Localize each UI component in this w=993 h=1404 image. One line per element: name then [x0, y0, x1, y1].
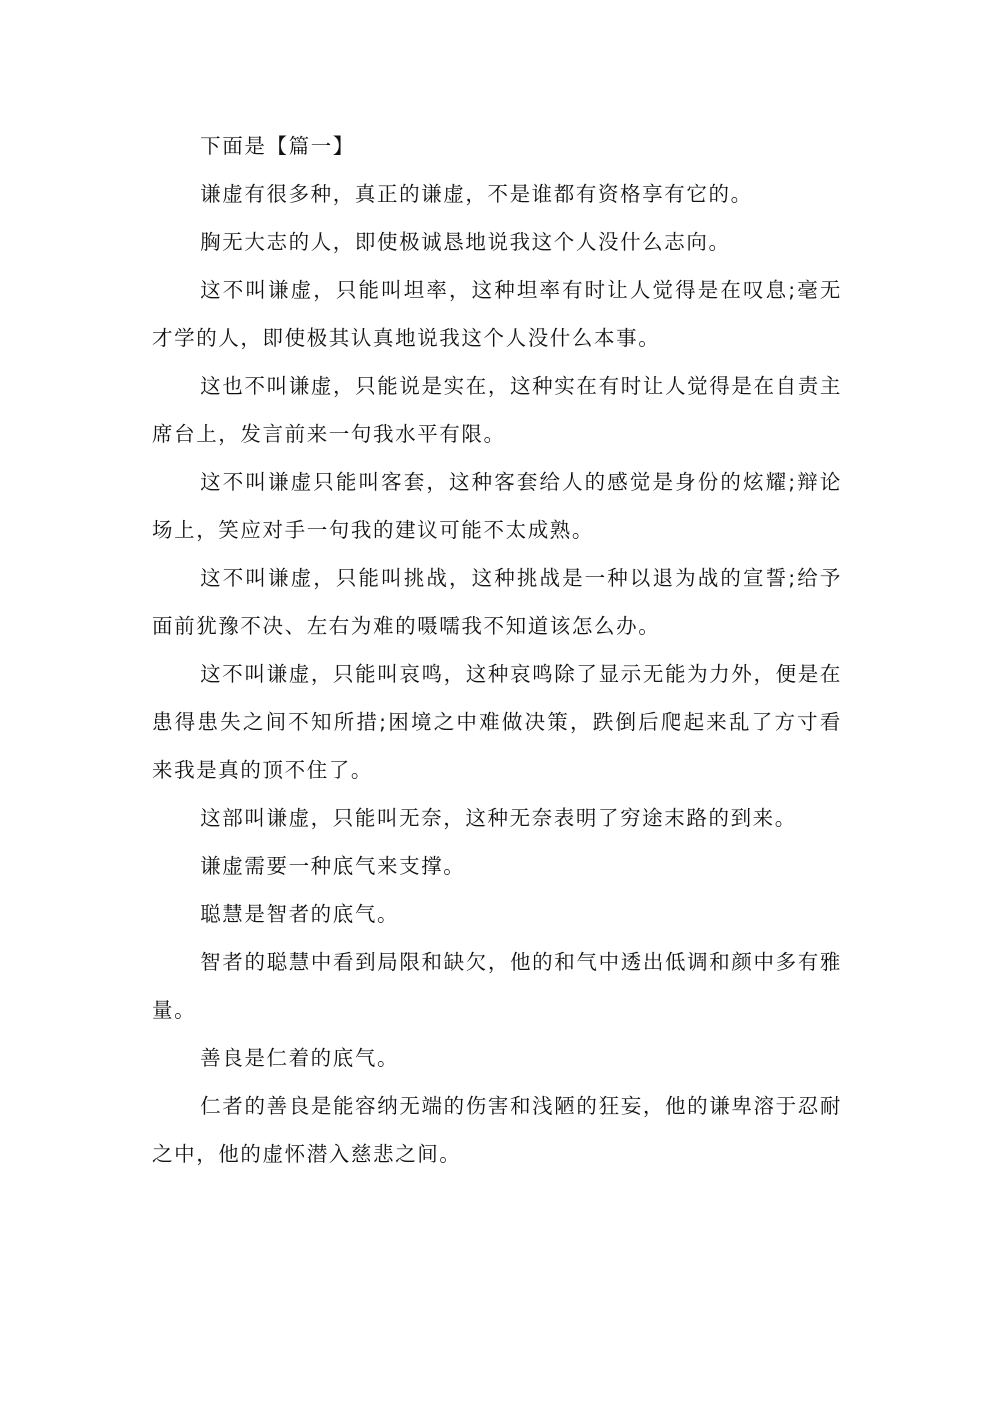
paragraph: 谦虚需要一种底气来支撑。 [200, 854, 466, 878]
paragraph: 聪慧是智者的底气。 [200, 902, 400, 926]
paragraph: 下面是【篇一】 [200, 134, 355, 158]
paragraph: 这不叫谦虚只能叫客套，这种客套给人的感觉是身份的炫耀;辩论场上，笑应对手一句我的建议可能不太成熟。 [152, 470, 842, 542]
document-body [152, 122, 842, 1178]
paragraph: 这也不叫谦虚，只能说是实在，这种实在有时让人觉得是在自责主席台上，发言前来一句我水平有限。 [152, 374, 842, 446]
paragraph: 这不叫谦虚，只能叫坦率，这种坦率有时让人觉得是在叹息;毫无才学的人，即使极其认真地说我这个人没什么本事。 [152, 278, 842, 350]
paragraph: 仁者的善良是能容纳无端的伤害和浅陋的狂妄，他的谦卑溶于忍耐之中，他的虚怀潜入慈悲之间。 [152, 1094, 842, 1166]
paragraph: 这部叫谦虚，只能叫无奈，这种无奈表明了穷途末路的到来。 [200, 806, 797, 830]
paragraph: 智者的聪慧中看到局限和缺欠，他的和气中透出低调和颜中多有雅量。 [152, 950, 842, 1022]
paragraph: 善良是仁着的底气。 [200, 1046, 400, 1070]
paragraph: 胸无大志的人，即使极诚恳地说我这个人没什么志向。 [200, 230, 731, 254]
paragraph: 这不叫谦虚，只能叫哀鸣，这种哀鸣除了显示无能为力外，便是在患得患失之间不知所措;困境之中难做决策，跌倒后爬起来乱了方寸看来我是真的顶不住了。 [152, 662, 842, 782]
paragraph: 谦虚有很多种，真正的谦虚，不是谁都有资格享有它的。 [200, 182, 753, 206]
paragraph: 这不叫谦虚，只能叫挑战，这种挑战是一种以退为战的宣誓;给予面前犹豫不决、左右为难的嗫嚅我不知道该怎么办。 [152, 566, 842, 638]
